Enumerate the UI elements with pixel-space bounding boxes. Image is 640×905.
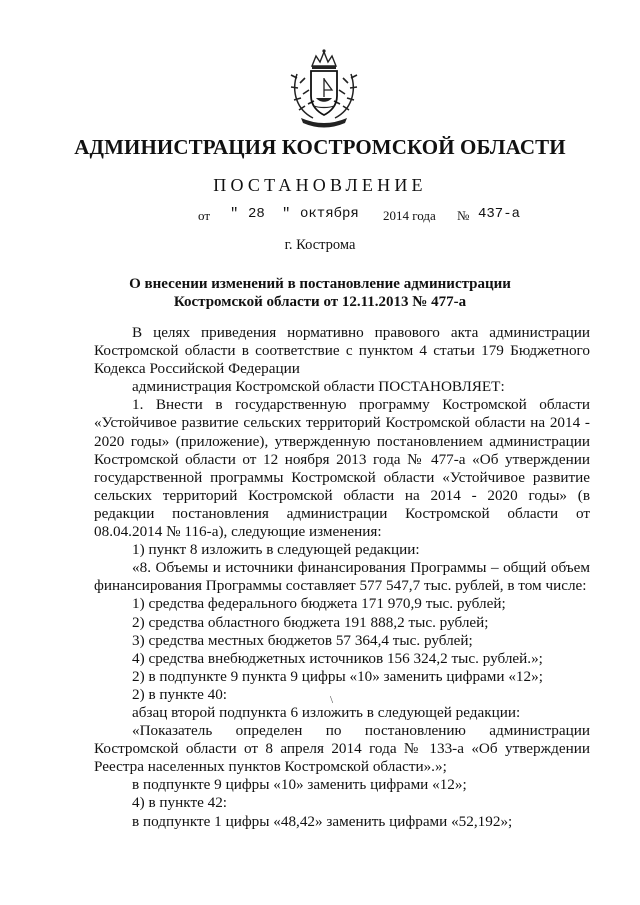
paragraph-abzac: абзац второй подпункта 6 изложить в следующей редакции: <box>132 703 521 721</box>
date-day: 28 <box>248 206 265 222</box>
paragraph-funding-local: 3) средства местных бюджетов 57 364,4 тыс. рублей; <box>132 631 473 649</box>
date-month: октября <box>300 206 359 222</box>
paragraph-funding-regional: 2) средства областного бюджета 191 888,2 тыс. рублей; <box>132 613 489 631</box>
paragraph-subitem-2b: 2) в пункте 40: <box>132 685 228 703</box>
organization-name: АДМИНИСТРАЦИЯ КОСТРОМСКОЙ ОБЛАСТИ <box>74 135 566 159</box>
quote-close: " <box>282 206 291 222</box>
paragraph-subpoint-1: в подпункте 1 цифры «48,42» заменить цифрами «52,192»; <box>132 812 513 830</box>
paragraph-item-1: 1. Внести в государственную программу Костромской области «Устойчивое развитие сельских территорий Костромской области на 2014 - 2020 годы» (приложение), утвержденную постановлением администрации Костромской области от 12 ноября 2013 года № 477-а «Об утверждении государственной программы Костромской области «Устойчивое развитие сельских территорий Костромской области на 2014 - 2020 годы» (в редакции постановления администрации Костромской области от 08.04.2014 № 116-а), следующие изменения: <box>94 396 590 541</box>
date-prefix: от <box>198 208 211 223</box>
paragraph-subitem-1: 1) пункт 8 изложить в следующей редакции: <box>132 541 420 559</box>
subject-line-2: Костромской области от 12.11.2013 № 477-а <box>173 294 467 310</box>
paragraph-resolves: администрация Костромской области ПОСТАНОВЛЯЕТ: <box>132 378 505 396</box>
paragraph-funding: «8. Объемы и источники финансирования Программы – общий объем финансирования Программы составляет 577 547,7 тыс. рублей, в том числе: <box>94 559 590 595</box>
paragraph-funding-extrabudget: 4) средства внебюджетных источников 156 324,2 тыс. рублей.»; <box>132 649 543 667</box>
document-number: 437-а <box>478 206 521 222</box>
paragraph-subitem-2a: 2) в подпункте 9 пункта 9 цифры «10» заменить цифрами «12»; <box>132 667 543 685</box>
number-sign: № <box>457 208 470 223</box>
scan-mark: \ <box>330 694 334 706</box>
coat-of-arms-icon <box>283 48 365 134</box>
date-year: 2014 года <box>383 208 436 223</box>
document-type: ПОСТАНОВЛЕНИЕ <box>213 175 427 195</box>
paragraph-subitem-4: 4) в пункте 42: <box>132 794 228 812</box>
paragraph-indicator: «Показатель определен по постановлению администрации Костромской области от 8 апреля 2014 года № 133-а «Об утверждении Реестра населенных пунктов Костромской области».»; <box>94 722 590 776</box>
date-number-line <box>0 206 640 226</box>
subject-heading <box>0 275 640 311</box>
document-body <box>94 324 590 831</box>
paragraph-funding-federal: 1) средства федерального бюджета 171 970,9 тыс. рублей; <box>132 595 506 613</box>
subject-line-1: О внесении изменений в постановление администрации <box>129 276 511 292</box>
paragraph-subpoint-9: в подпункте 9 цифры «10» заменить цифрами «12»; <box>132 776 467 794</box>
quote-open: " <box>230 206 239 222</box>
paragraph-preamble: В целях приведения нормативно правового акта администрации Костромской области в соответствие с пунктом 4 статьи 179 Бюджетного Кодекса Российской Федерации <box>94 324 590 378</box>
city: г. Кострома <box>284 237 356 253</box>
